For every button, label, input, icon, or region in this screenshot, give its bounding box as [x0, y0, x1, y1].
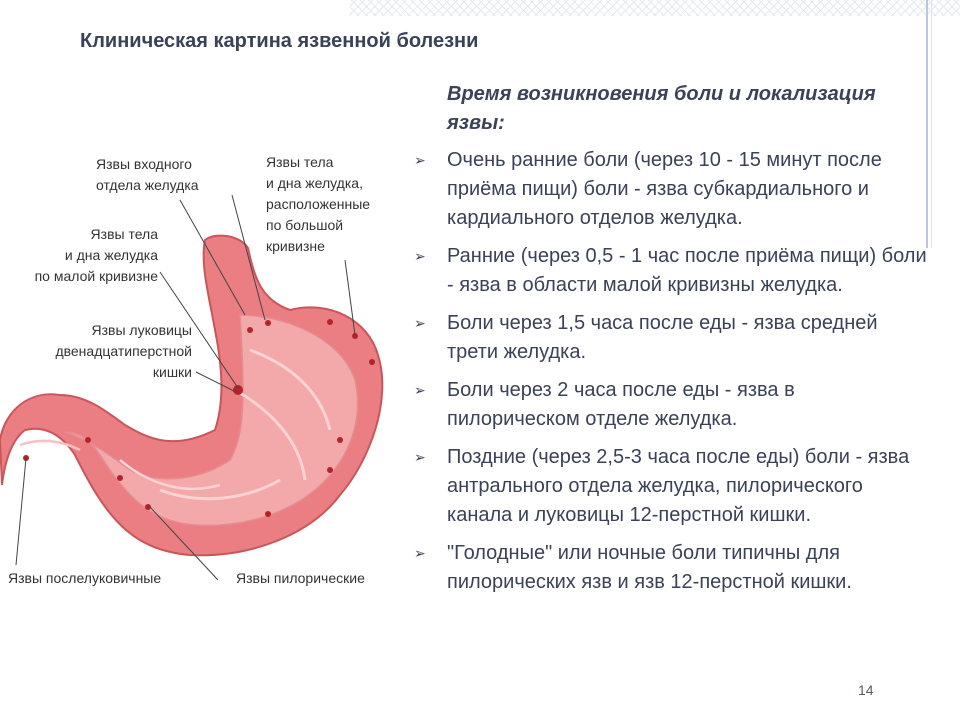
label-postbulbar: Язвы послелуковичные	[8, 570, 162, 586]
slide-title: Клиническая картина язвенной болезни	[80, 30, 479, 52]
chevron-right-icon: ➢	[414, 152, 426, 168]
chevron-right-icon: ➢	[414, 382, 426, 398]
label-body-greater-curvature: Язвы тела и дна желудка, расположенные по большой кривизне	[266, 154, 371, 254]
ulcer-marker	[117, 475, 123, 481]
list-item: ➢ Боли через 1,5 часа после еды - язва средней трети желудка.	[410, 309, 930, 367]
list-item: ➢ Поздние (через 2,5-3 часа после еды) боли - язва антрального отдела желудка, пилорического канала и луковицы 12-перстной кишки.	[410, 443, 930, 530]
chevron-right-icon: ➢	[414, 545, 426, 561]
ulcer-marker	[247, 327, 253, 333]
pain-timing-list	[410, 146, 930, 597]
list-item: ➢ Очень ранние боли (через 10 - 15 минут после приёма пищи) боли - язва субкардиального и кардиального отделов желудка.	[410, 146, 930, 233]
ulcer-marker	[265, 511, 271, 517]
ulcer-marker	[337, 437, 343, 443]
stomach-illustration	[0, 140, 400, 600]
label-body-lesser-curvature: Язвы тела и дна желудка по малой кривизне	[34, 226, 158, 284]
subheading: Время возникновения боли и локализация язвы:	[447, 83, 876, 134]
label-duodenal-bulb: Язвы луковицы двенадцатиперстной кишки	[55, 322, 192, 380]
chevron-right-icon: ➢	[414, 315, 426, 331]
ulcer-marker	[327, 319, 333, 325]
chevron-right-icon: ➢	[414, 248, 426, 264]
label-inlet: Язвы входного отдела желудка	[96, 156, 199, 193]
ulcer-marker	[233, 385, 243, 395]
leader-line	[16, 458, 26, 565]
ulcer-marker	[369, 359, 375, 365]
ulcer-marker	[85, 437, 91, 443]
slide-number: 14	[858, 682, 874, 698]
decorative-line-thin	[931, 0, 932, 248]
ulcer-marker	[265, 320, 271, 326]
label-pyloric: Язвы пилорические	[236, 570, 365, 586]
ulcer-marker	[327, 467, 333, 473]
header-decoration	[350, 0, 960, 16]
list-item: ➢ Боли через 2 часа после еды - язва в пилорическом отделе желудка.	[410, 376, 930, 434]
list-item: ➢ "Голодные" или ночные боли типичны для пилорических язв и язв 12-перстной кишки.	[410, 539, 930, 597]
list-item: ➢ Ранние (через 0,5 - 1 час после приёма пищи) боли - язва в области малой кривизны желудка.	[410, 242, 930, 300]
chevron-right-icon: ➢	[414, 449, 426, 465]
